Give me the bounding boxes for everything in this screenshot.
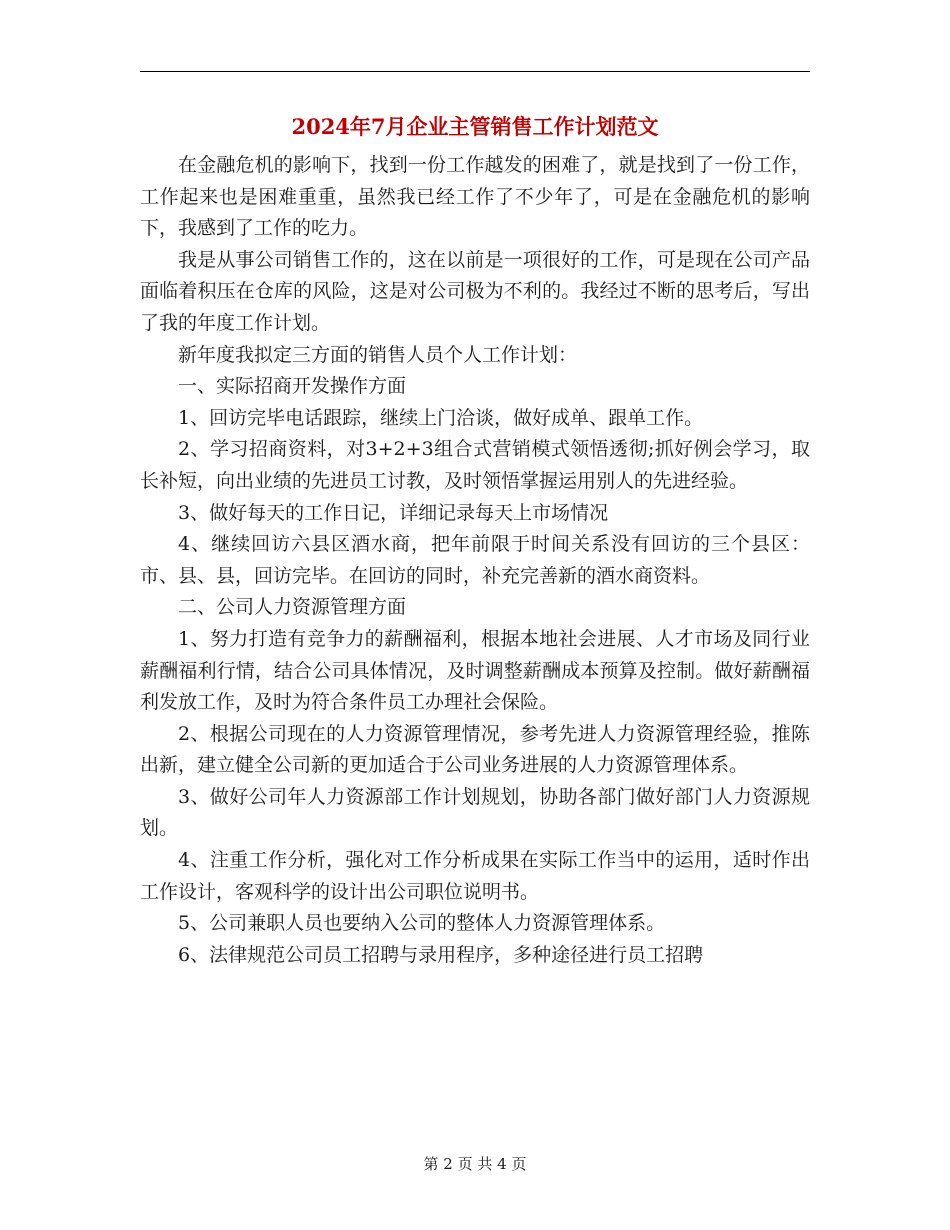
page-footer: 第 2 页 共 4 页 (423, 1155, 527, 1173)
document-body (140, 150, 810, 971)
paragraph: 3、做好公司年人力资源部工作计划规划，协助各部门做好部门人力资源规划。 (140, 785, 810, 840)
paragraph: 1、回访完毕电话跟踪，继续上门洽谈，做好成单、跟单工作。 (178, 406, 704, 429)
paragraph: 3、做好每天的工作日记，详细记录每天上市场情况 (178, 501, 609, 524)
paragraph: 我是从事公司销售工作的，这在以前是一项很好的工作，可是现在公司产品面临着积压在仓库的风险，这是对公司极为不利的。我经过不断的思考后，写出了我的年度工作计划。 (140, 248, 810, 334)
paragraph: 4、继续回访六县区酒水商，把年前限于时间关系没有回访的三个县区：市、县、县，回访完毕。在回访的同时，补充完善新的酒水商资料。 (140, 533, 810, 587)
paragraph: 1、努力打造有竞争力的薪酬福利，根据本地社会进展、人才市场及同行业薪酬福利行情，结合公司具体情况，及时调整薪酬成本预算及控制。做好薪酬福利发放工作，及时为符合条件员工办理社会保险。 (140, 627, 810, 714)
section-heading: 二、公司人力资源管理方面 (178, 596, 407, 619)
paragraph: 2、学习招商资料，对3+2+3组合式营销模式领悟透彻;抓好例会学习，取长补短，向出业绩的先进员工讨教，及时领悟掌握运用别人的先进经验。 (140, 438, 810, 492)
paragraph: 在金融危机的影响下，找到一份工作越发的困难了，就是找到了一份工作，工作起来也是困难重重，虽然我已经工作了不少年了，可是在金融危机的影响下，我感到了工作的吃力。 (140, 154, 810, 240)
section-heading: 一、实际招商开发操作方面 (178, 375, 407, 398)
paragraph: 新年度我拟定三方面的销售人员个人工作计划： (178, 343, 578, 366)
header-rule (140, 71, 810, 72)
paragraph: 5、公司兼职人员也要纳入公司的整体人力资源管理体系。 (178, 912, 666, 935)
paragraph: 2、根据公司现在的人力资源管理情况，参考先进人力资源管理经验，推陈出新，建立健全公司新的更加适合于公司业务进展的人力资源管理体系。 (140, 722, 810, 777)
paragraph: 6、法律规范公司员工招聘与录用程序，多种途径进行员工招聘 (178, 943, 704, 966)
paragraph: 4、注重工作分析，强化对工作分析成果在实际工作当中的运用，适时作出工作设计，客观科学的设计出公司职位说明书。 (140, 849, 810, 903)
document-title: 2024年7月企业主管销售工作计划范文 (291, 114, 659, 139)
